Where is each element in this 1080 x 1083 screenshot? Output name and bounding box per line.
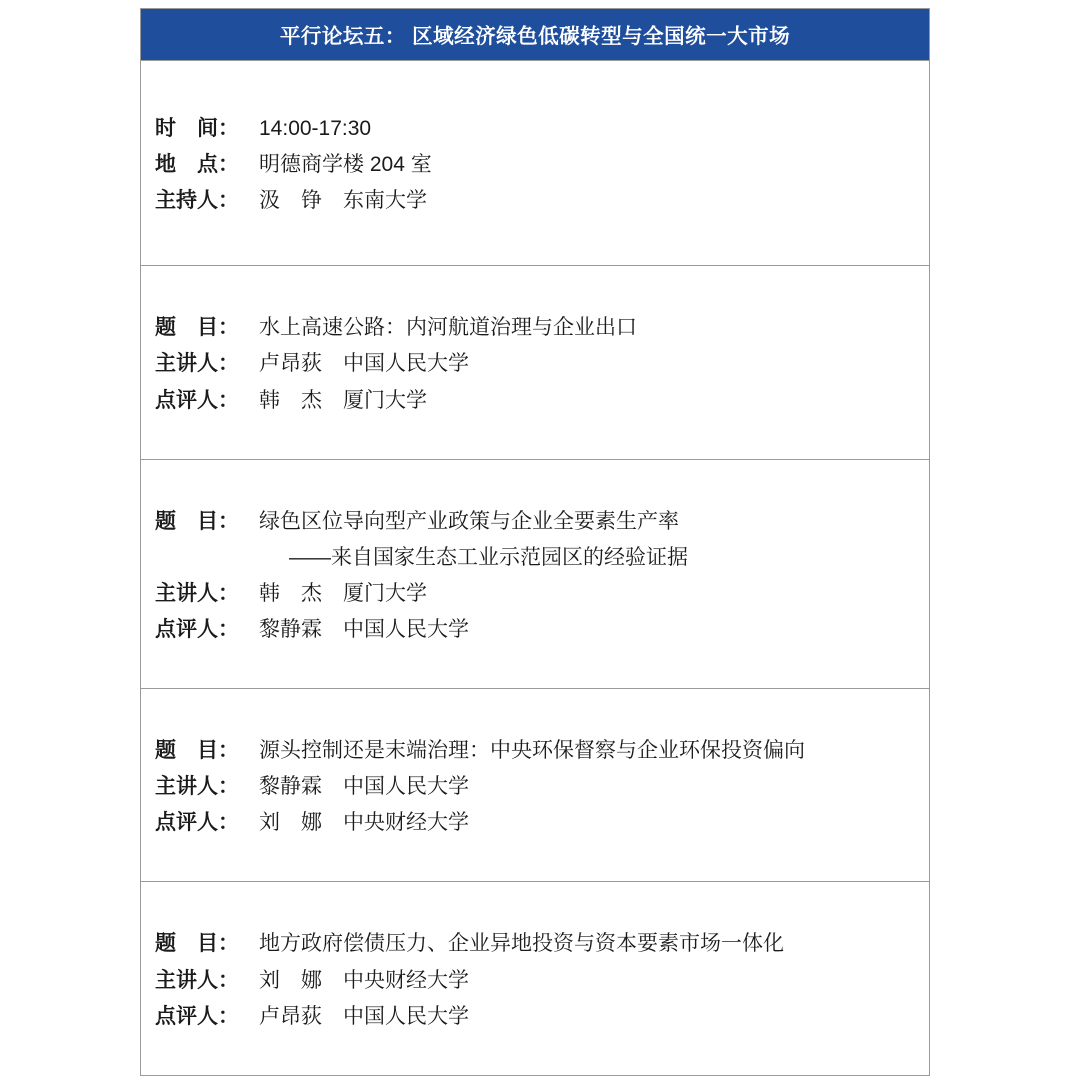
discussant-label: 点评人：	[155, 1004, 239, 1028]
discussant-label: 点评人：	[155, 388, 239, 412]
host-value: 汲 铮 东南大学	[259, 189, 427, 213]
speaker-label: 主讲人：	[155, 968, 239, 992]
host-label: 主持人：	[155, 189, 239, 213]
topic-label: 题 目：	[155, 739, 239, 763]
speaker-line	[155, 346, 915, 382]
discussant-line	[155, 999, 915, 1035]
speaker-label: 主讲人：	[155, 352, 239, 376]
session-row	[141, 266, 929, 459]
forum-title-header: 平行论坛五： 区域经济绿色低碳转型与全国统一大市场	[141, 9, 929, 61]
topic-value-continued: ——来自国家生态工业示范园区的经验证据	[289, 545, 688, 569]
speaker-value: 卢昂荻 中国人民大学	[259, 352, 469, 376]
discussant-value: 黎静霖 中国人民大学	[259, 617, 469, 641]
topic-value: 绿色区位导向型产业政策与企业全要素生产率	[259, 509, 679, 533]
discussant-line	[155, 612, 915, 648]
place-line	[155, 147, 915, 183]
speaker-value: 韩 杰 厦门大学	[259, 581, 427, 605]
topic-label: 题 目：	[155, 316, 239, 340]
host-line	[155, 183, 915, 219]
discussant-line	[155, 383, 915, 419]
topic-line	[155, 733, 915, 769]
speaker-value: 黎静霖 中国人民大学	[259, 775, 469, 799]
topic-value: 地方政府偿债压力、企业异地投资与资本要素市场一体化	[259, 932, 784, 956]
discussant-label: 点评人：	[155, 617, 239, 641]
discussant-label: 点评人：	[155, 811, 239, 835]
speaker-line	[155, 963, 915, 999]
session-row	[141, 882, 929, 1075]
discussant-value: 卢昂荻 中国人民大学	[259, 1004, 469, 1028]
forum-info-row	[141, 61, 929, 266]
speaker-label: 主讲人：	[155, 581, 239, 605]
topic-value: 水上高速公路：内河航道治理与企业出口	[259, 316, 637, 340]
session-row	[141, 460, 929, 689]
topic-line	[155, 926, 915, 962]
topic-line	[155, 504, 915, 540]
place-value: 明德商学楼 204 室	[259, 153, 432, 177]
session-row	[141, 689, 929, 882]
speaker-line	[155, 769, 915, 805]
speaker-label: 主讲人：	[155, 775, 239, 799]
discussant-value: 韩 杰 厦门大学	[259, 388, 427, 412]
topic-line	[155, 310, 915, 346]
time-label: 时 间：	[155, 117, 239, 140]
topic-label: 题 目：	[155, 932, 239, 956]
discussant-value: 刘 娜 中央财经大学	[259, 811, 469, 835]
speaker-value: 刘 娜 中央财经大学	[259, 968, 469, 992]
discussant-line	[155, 805, 915, 841]
place-label: 地 点：	[155, 153, 239, 177]
speaker-line	[155, 576, 915, 612]
topic-label: 题 目：	[155, 509, 239, 533]
forum-schedule-table	[140, 8, 930, 1076]
topic-value: 源头控制还是末端治理：中央环保督察与企业环保投资偏向	[259, 739, 805, 763]
time-value: 14:00-17:30	[259, 117, 372, 140]
time-line	[155, 111, 915, 147]
